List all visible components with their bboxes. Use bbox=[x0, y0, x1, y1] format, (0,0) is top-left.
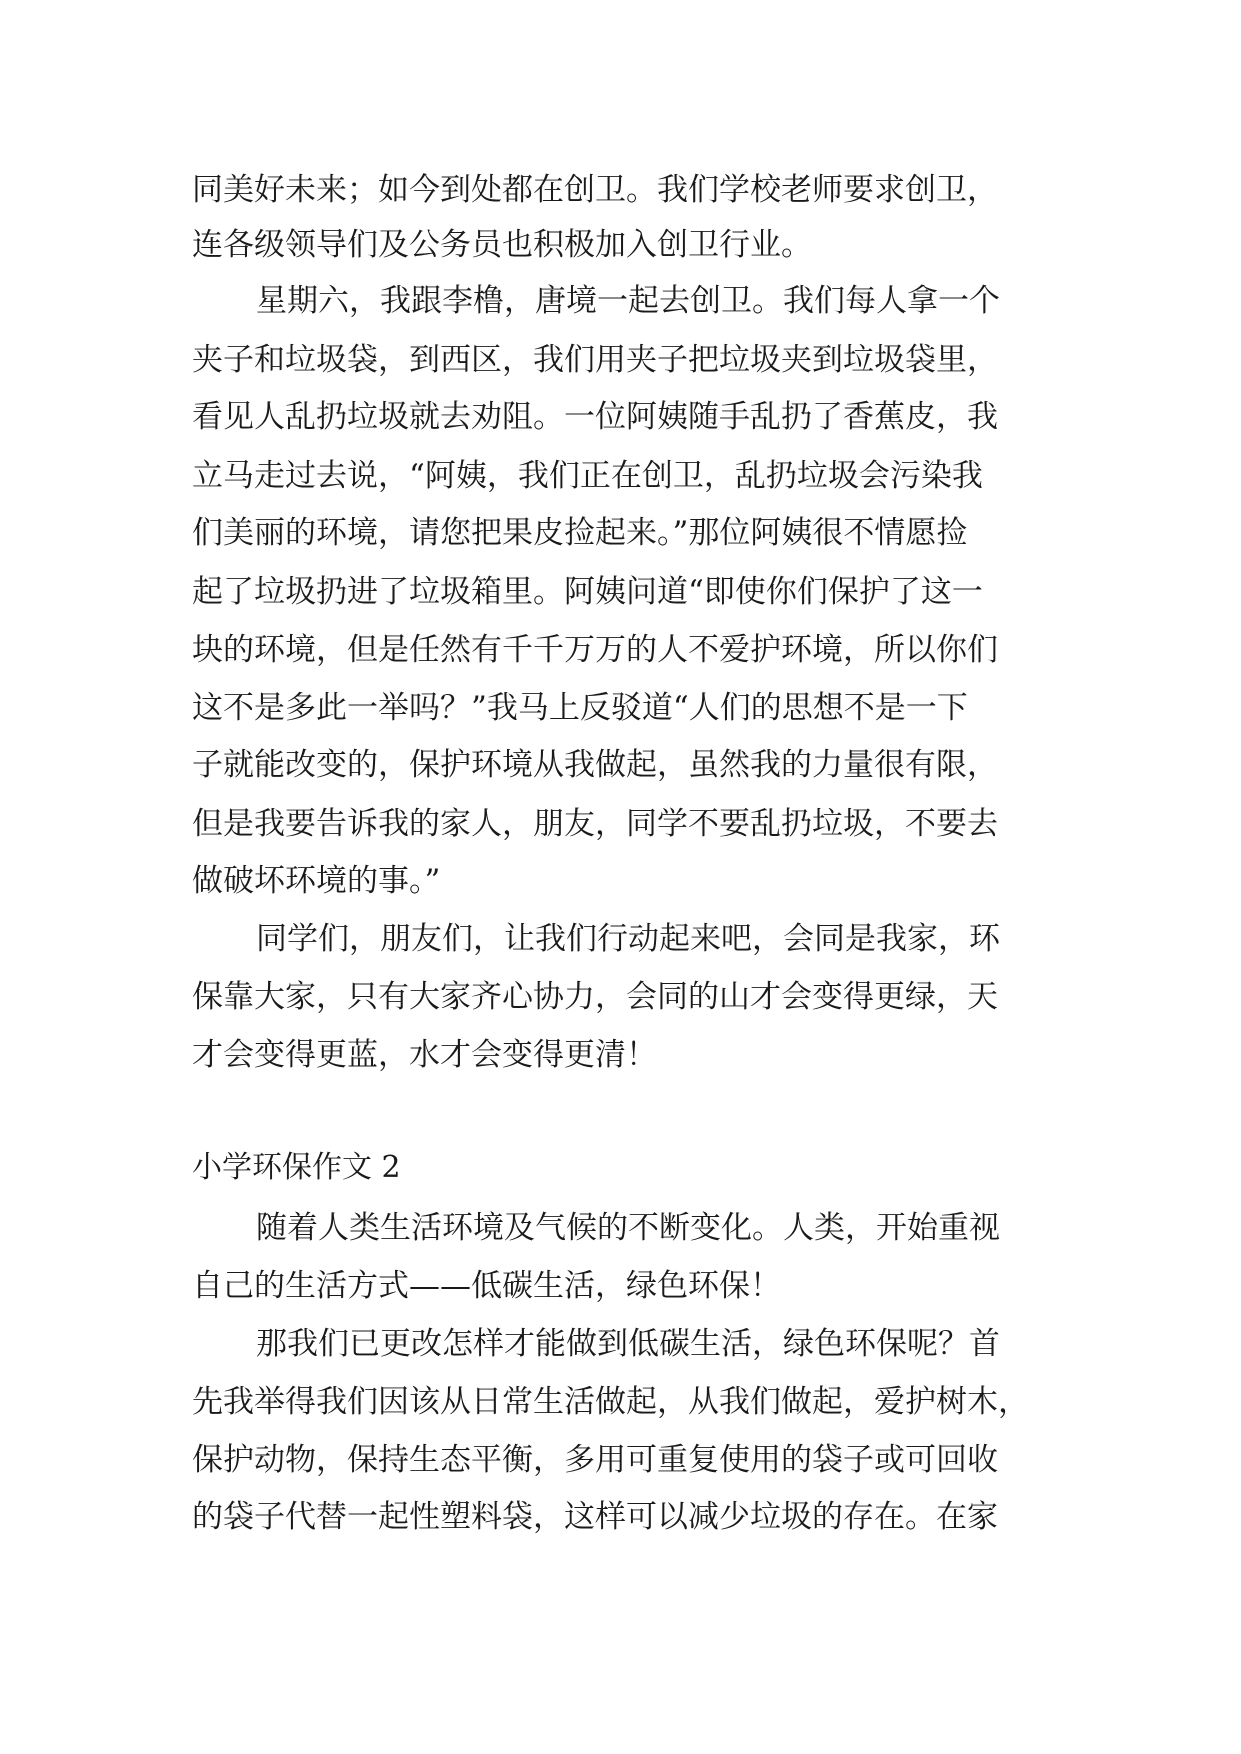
text-line bbox=[0, 804, 1241, 844]
text-line bbox=[0, 1035, 1241, 1075]
text-line-content: 同美好未来；如今到处都在创卫。我们学校老师要求创卫， bbox=[192, 172, 998, 208]
text-line-content: 但是我要告诉我的家人，朋友，同学不要乱扔垃圾，不要去 bbox=[192, 806, 998, 842]
text-line-content: 连各级领导们及公务员也积极加入创卫行业。 bbox=[192, 227, 812, 263]
text-line bbox=[0, 977, 1241, 1017]
text-line-content: 立马走过去说，“阿姨，我们正在创卫，乱扔垃圾会污染我 bbox=[192, 458, 983, 494]
text-line bbox=[0, 1382, 1241, 1422]
text-line bbox=[0, 745, 1241, 785]
text-line-content: 才会变得更蓝，水才会变得更清！ bbox=[192, 1037, 657, 1073]
text-line-content: 夹子和垃圾袋，到西区，我们用夹子把垃圾夹到垃圾袋里， bbox=[192, 342, 998, 378]
text-line bbox=[0, 225, 1241, 265]
text-line bbox=[0, 397, 1241, 437]
text-line-content: 的袋子代替一起性塑料袋，这样可以减少垃圾的存在。在家 bbox=[192, 1499, 998, 1535]
text-line bbox=[0, 861, 1241, 901]
text-line bbox=[0, 340, 1241, 380]
paragraph-first-line bbox=[0, 281, 1241, 321]
text-line-content: 起了垃圾扔进了垃圾箱里。阿姨问道“即使你们保护了这一 bbox=[192, 574, 983, 610]
text-line bbox=[0, 513, 1241, 553]
text-line-content: 先我举得我们因该从日常生活做起，从我们做起，爱护树木， bbox=[192, 1384, 1029, 1420]
text-line-content: 看见人乱扔垃圾就去劝阻。一位阿姨随手乱扔了香蕉皮，我 bbox=[192, 399, 998, 435]
text-line-content: 子就能改变的，保护环境从我做起，虽然我的力量很有限， bbox=[192, 747, 998, 783]
paragraph-first-line bbox=[0, 919, 1241, 959]
text-line-content: 们美丽的环境，请您把果皮捡起来。”那位阿姨很不情愿捡 bbox=[192, 515, 968, 551]
text-line-content: 做破坏环境的事。” bbox=[192, 863, 441, 899]
paragraph-first-line bbox=[0, 1324, 1241, 1364]
text-line-content: 那我们已更改怎样才能做到低碳生活，绿色环保呢？首 bbox=[256, 1326, 1000, 1362]
text-line-content: 保护动物，保持生态平衡，多用可重复使用的袋子或可回收 bbox=[192, 1442, 998, 1478]
text-line-content: 星期六，我跟李橹，唐境一起去创卫。我们每人拿一个 bbox=[256, 283, 1000, 319]
section-heading: 小学环保作文 2 bbox=[192, 1150, 401, 1185]
text-line bbox=[0, 170, 1241, 210]
text-line bbox=[0, 1440, 1241, 1480]
text-line bbox=[0, 1266, 1241, 1306]
text-line-content: 保靠大家，只有大家齐心协力，会同的山才会变得更绿，天 bbox=[192, 979, 998, 1015]
text-line-content: 这不是多此一举吗？”我马上反驳道“人们的思想不是一下 bbox=[192, 690, 968, 726]
paragraph-first-line bbox=[0, 1208, 1241, 1248]
text-line-content: 同学们，朋友们，让我们行动起来吧，会同是我家，环 bbox=[256, 921, 1000, 957]
text-line bbox=[0, 1497, 1241, 1537]
text-line bbox=[0, 688, 1241, 728]
text-line bbox=[0, 630, 1241, 670]
text-line-content: 自己的生活方式——低碳生活，绿色环保！ bbox=[192, 1268, 781, 1304]
text-line bbox=[0, 572, 1241, 612]
text-line-content: 随着人类生活环境及气候的不断变化。人类，开始重视 bbox=[256, 1210, 1000, 1246]
text-line-content: 块的环境，但是任然有千千万万的人不爱护环境，所以你们 bbox=[192, 632, 998, 668]
text-line bbox=[0, 456, 1241, 496]
